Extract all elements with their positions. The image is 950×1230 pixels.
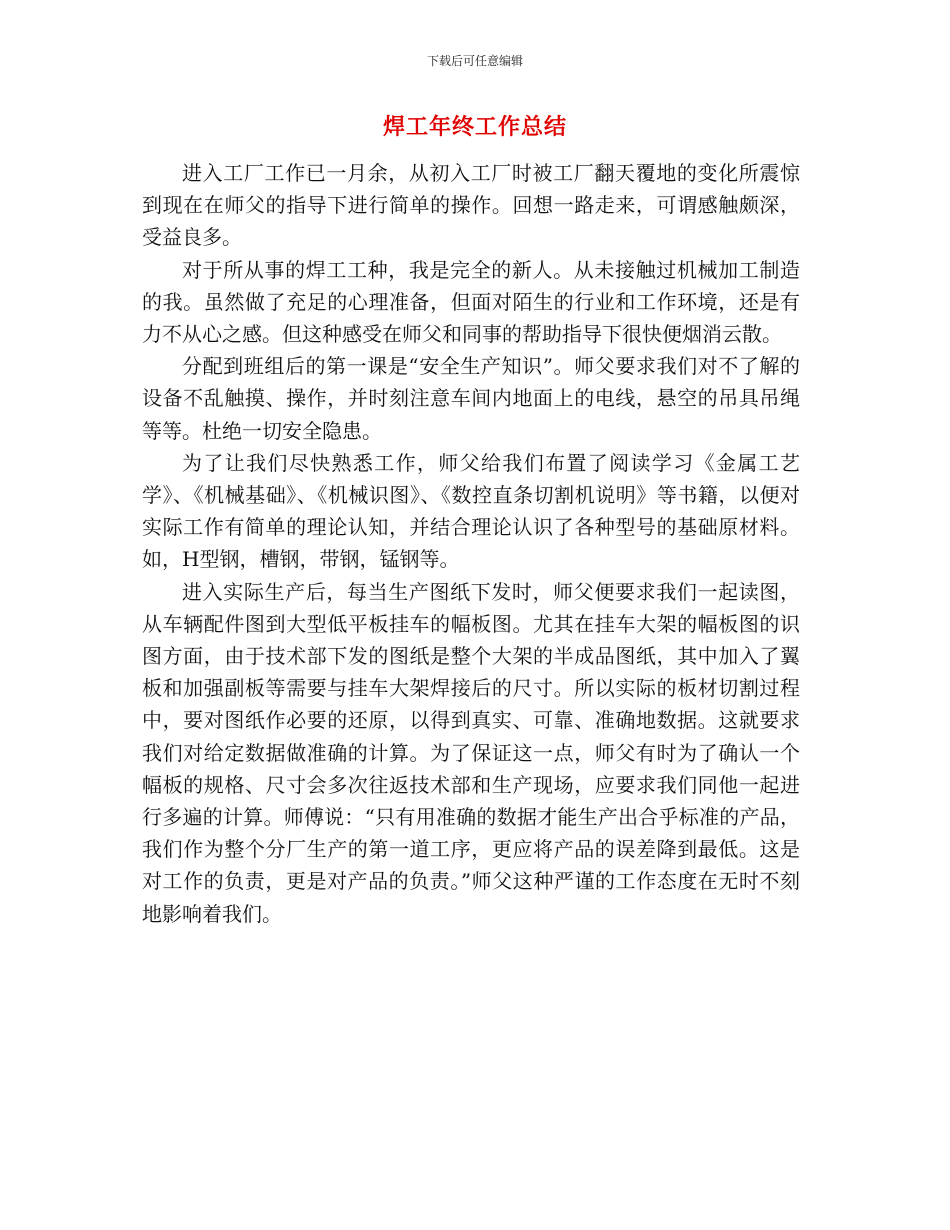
paragraph-reading-study: 为了让我们尽快熟悉工作，师父给我们布置了阅读学习《金属工艺学》、《机械基础》、《机械识图》、《数控直条切割机说明》等书籍，以便对实际工作有简单的理论认知，并结合理论认识了各种型号的基础原材料。如，H型钢，槽钢，带钢，锰钢等。: [142, 450, 800, 572]
document-title: 焊工年终工作总结: [382, 114, 567, 140]
paragraph-production-drawings: 进入实际生产后，每当生产图纸下发时，师父便要求我们一起读图，从车辆配件图到大型低平板挂车的幅板图。尤其在挂车大架的幅板图的识图方面，由于技术部下发的图纸是整个大架的半成品图纸，其中加入了翼板和加强副板等需要与挂车大架焊接后的尺寸。所以实际的板材切割过程中，要对图纸作必要的还原，以得到真实、可靠、准确地数据。这就要求我们对给定数据做准确的计算。为了保证这一点，师父有时为了确认一个幅板的规格、尺寸会多次往返技术部和生产现场，应要求我们同他一起进行多遍的计算。师傅说：“只有用准确的数据才能生产出合乎标准的产品，我们作为整个分厂生产的第一道工序，更应将产品的误差降到最低。这是对工作的负责，更是对产品的负责。”师父这种严谨的工作态度在无时不刻地影响着我们。: [142, 579, 800, 926]
page-header-note: 下载后可任意编辑: [426, 54, 523, 68]
paragraph-new-to-welding: 对于所从事的焊工工种，我是完全的新人。从未接触过机械加工制造的我。虽然做了充足的心理准备，但面对陌生的行业和工作环境，还是有力不从心之感。但这种感受在师父和同事的帮助指导下很快便烟消云散。: [142, 257, 800, 347]
paragraph-safety-lesson: 分配到班组后的第一课是“安全生产知识”。师父要求我们对不了解的设备不乱触摸、操作，并时刻注意车间内地面上的电线，悬空的吊具吊绳等等。杜绝一切安全隐患。: [142, 354, 800, 443]
document-body: [142, 157, 800, 930]
paragraph-intro: 进入工厂工作已一月余，从初入工厂时被工厂翻天覆地的变化所震惊到现在在师父的指导下进行简单的操作。回想一路走来，可谓感触颇深，受益良多。: [142, 161, 800, 250]
